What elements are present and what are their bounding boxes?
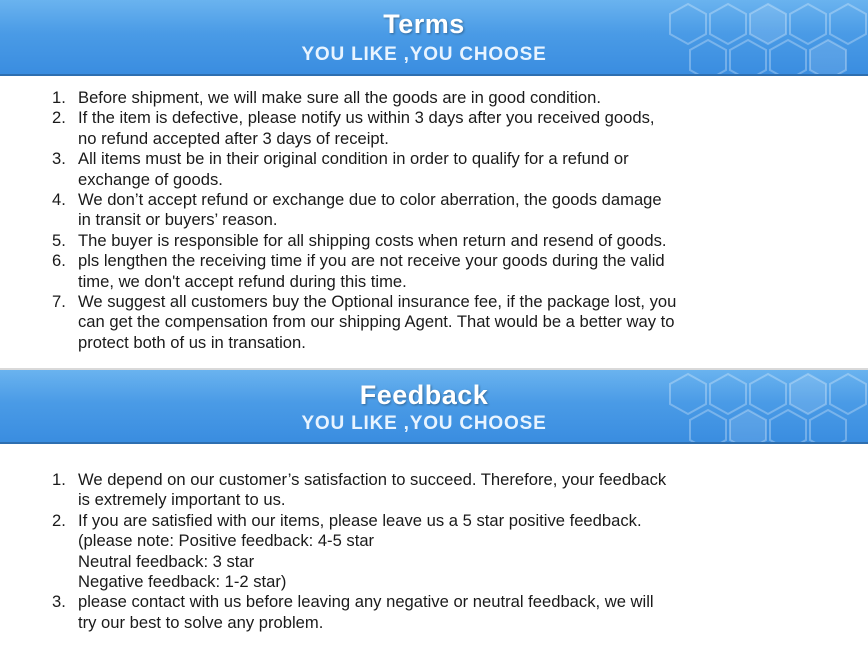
terms-banner <box>0 0 868 76</box>
terms-subtitle: YOU LIKE ,YOU CHOOSE <box>301 44 547 65</box>
item-text: pls lengthen the receiving time if you are not receive your goods during the valid time, we don't accept refund during this time. <box>78 251 665 291</box>
item-text: We don’t accept refund or exchange due to color aberration, the goods damage in transit or buyers’ reason. <box>78 190 662 230</box>
feedback-banner <box>0 370 868 444</box>
item-text: If you are satisfied with our items, please leave us a 5 star positive feedback. (please note: Positive feedback: 4-5 star Neutral feedback: 3 star Negative feedback: 1-2 star) <box>78 510 642 592</box>
terms-panel <box>0 76 868 371</box>
item-text: We depend on our customer’s satisfaction to succeed. Therefore, your feedback is extremely important to us. <box>78 470 667 510</box>
list-item <box>52 292 852 353</box>
item-text: The buyer is responsible for all shipping costs when return and resend of goods. <box>78 230 667 250</box>
list-item <box>52 231 852 251</box>
terms-list <box>52 88 852 353</box>
list-item <box>52 251 852 292</box>
feedback-title: Feedback <box>359 380 489 410</box>
item-number: 3. <box>52 592 66 612</box>
feedback-subtitle: YOU LIKE ,YOU CHOOSE <box>301 413 547 434</box>
item-number: 4. <box>52 190 66 210</box>
item-number: 5. <box>52 230 66 250</box>
list-item <box>52 470 852 511</box>
list-item <box>52 108 852 149</box>
item-number: 1. <box>52 88 66 107</box>
list-item <box>52 190 852 231</box>
item-text: please contact with us before leaving any negative or neutral feedback, we will try our best to solve any problem. <box>78 592 654 632</box>
item-number: 3. <box>52 149 66 169</box>
list-item <box>52 149 852 190</box>
list-item <box>52 511 852 593</box>
item-text: We suggest all customers buy the Optional insurance fee, if the package lost, you can get the compensation from our shipping Agent. That would be a better way to protect both of us in transation. <box>78 292 677 352</box>
item-text: Before shipment, we will make sure all the goods are in good condition. <box>78 88 601 107</box>
list-item <box>52 88 852 108</box>
item-number: 7. <box>52 292 66 312</box>
item-number: 2. <box>52 510 66 530</box>
item-text: If the item is defective, please notify us within 3 days after you received goods, no refund accepted after 3 days of receipt. <box>78 108 655 148</box>
item-number: 2. <box>52 108 66 128</box>
item-number: 6. <box>52 251 66 271</box>
list-item <box>52 592 852 633</box>
feedback-list <box>52 470 852 633</box>
item-number: 1. <box>52 470 66 489</box>
item-text: All items must be in their original condition in order to qualify for a refund or exchange of goods. <box>78 149 629 189</box>
terms-title: Terms <box>383 9 465 39</box>
feedback-panel <box>0 444 868 668</box>
